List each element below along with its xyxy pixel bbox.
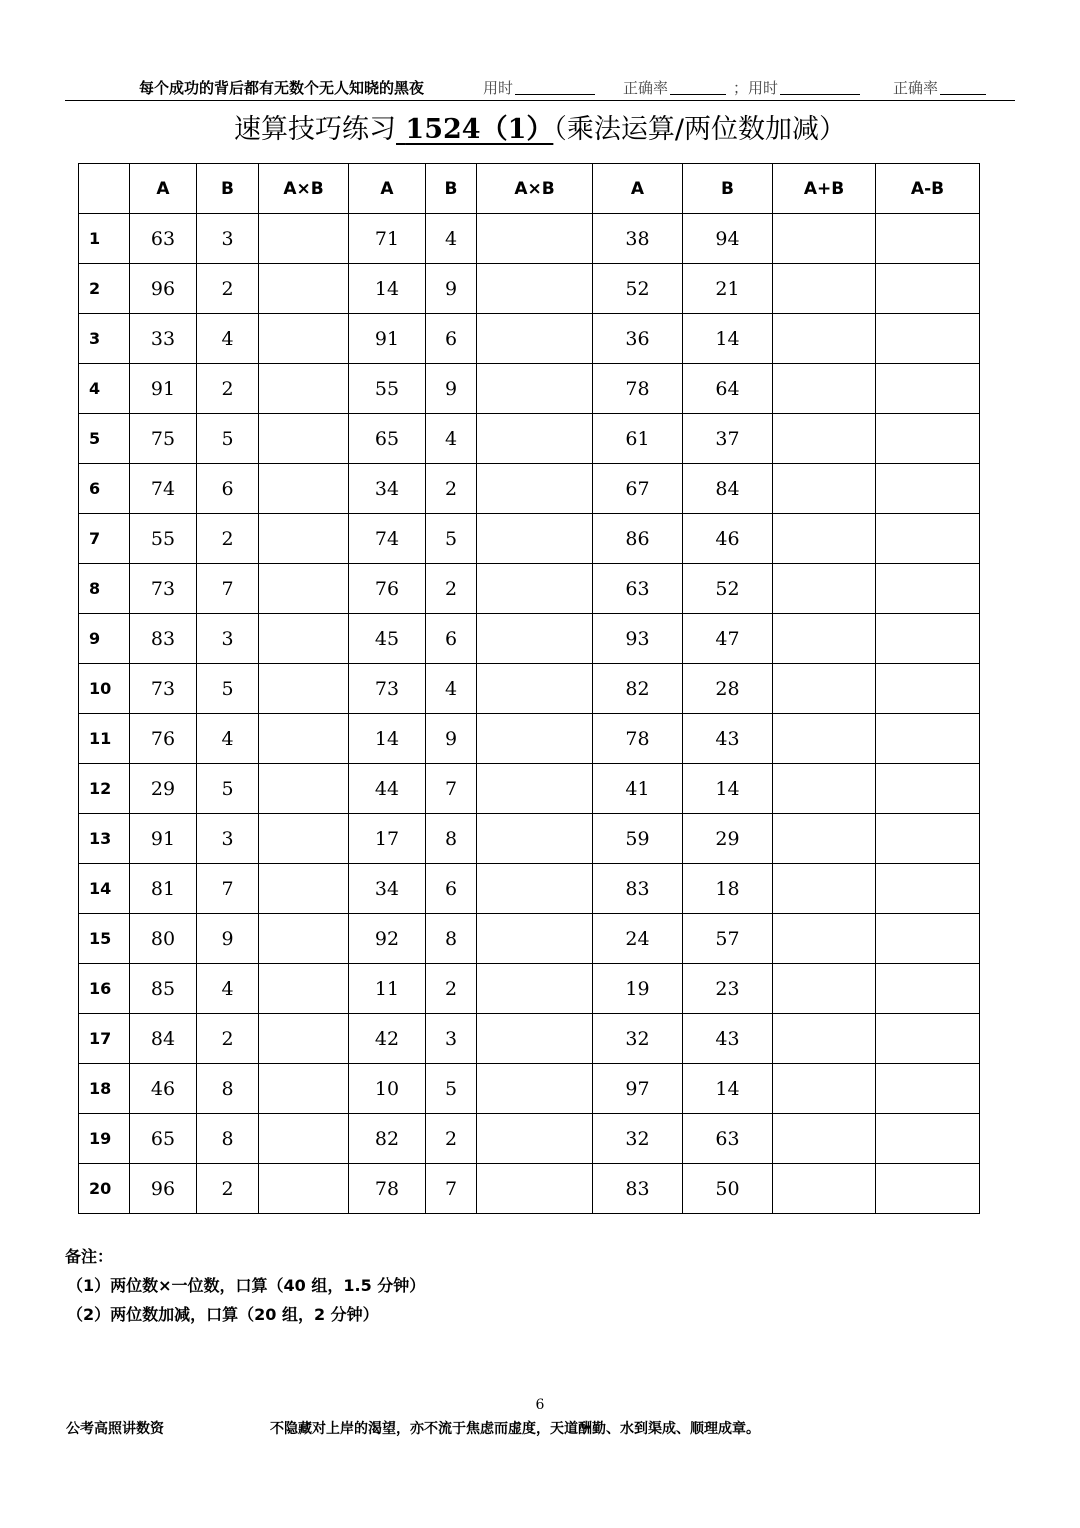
- cell-b: 23: [683, 964, 773, 1014]
- table-header-row: [79, 164, 980, 214]
- cell-b: 2: [426, 964, 477, 1014]
- answer-product[interactable]: [259, 1014, 349, 1064]
- cell-b: 3: [197, 814, 259, 864]
- title-prefix: 速算技巧练习: [234, 114, 397, 145]
- answer-difference[interactable]: [876, 814, 980, 864]
- cell-b: 5: [197, 764, 259, 814]
- row-number: 17: [79, 1014, 130, 1064]
- accuracy-label-2: 正确率: [893, 79, 939, 97]
- title-suffix: （乘法运算/两位数加减）: [553, 114, 846, 145]
- answer-product[interactable]: [259, 814, 349, 864]
- table-row: [79, 714, 980, 764]
- cell-a: 97: [593, 1064, 683, 1114]
- cell-a: 71: [349, 214, 426, 264]
- answer-difference[interactable]: [876, 564, 980, 614]
- answer-sum[interactable]: [773, 514, 876, 564]
- cell-b: 14: [683, 1064, 773, 1114]
- cell-a: 32: [593, 1014, 683, 1064]
- cell-a: 74: [130, 464, 197, 514]
- row-number: 11: [79, 714, 130, 764]
- accuracy-label-1: 正确率: [623, 79, 669, 97]
- answer-product[interactable]: [259, 414, 349, 464]
- cell-a: 17: [349, 814, 426, 864]
- answer-difference[interactable]: [876, 364, 980, 414]
- cell-b: 2: [197, 1014, 259, 1064]
- cell-a: 33: [130, 314, 197, 364]
- footer-right: 不隐藏对上岸的渴望，亦不流于焦虑而虚度，天道酬勤、水到渠成、顺理成章。: [270, 1421, 760, 1437]
- row-number: 19: [79, 1114, 130, 1164]
- answer-product[interactable]: [259, 564, 349, 614]
- cell-b: 6: [426, 614, 477, 664]
- cell-b: 3: [426, 1014, 477, 1064]
- answer-sum[interactable]: [773, 564, 876, 614]
- table-row: [79, 1164, 980, 1214]
- column-header: A: [349, 164, 426, 214]
- row-number: 8: [79, 564, 130, 614]
- cell-b: 43: [683, 1014, 773, 1064]
- time-blank-2[interactable]: [780, 78, 860, 95]
- table-row: [79, 764, 980, 814]
- answer-sum[interactable]: [773, 264, 876, 314]
- cell-b: 43: [683, 714, 773, 764]
- answer-product[interactable]: [259, 314, 349, 364]
- cell-a: 96: [130, 264, 197, 314]
- answer-product[interactable]: [477, 564, 593, 614]
- cell-a: 73: [130, 564, 197, 614]
- time-blank-1[interactable]: [515, 78, 595, 95]
- cell-a: 34: [349, 464, 426, 514]
- cell-a: 38: [593, 214, 683, 264]
- table-row: [79, 1064, 980, 1114]
- column-header: A: [593, 164, 683, 214]
- answer-sum[interactable]: [773, 914, 876, 964]
- cell-b: 2: [426, 1114, 477, 1164]
- cell-a: 78: [593, 364, 683, 414]
- answer-product[interactable]: [259, 764, 349, 814]
- cell-b: 84: [683, 464, 773, 514]
- cell-a: 91: [349, 314, 426, 364]
- cell-b: 8: [426, 914, 477, 964]
- answer-product[interactable]: [259, 1114, 349, 1164]
- cell-a: 19: [593, 964, 683, 1014]
- answer-product[interactable]: [477, 414, 593, 464]
- cell-b: 8: [426, 814, 477, 864]
- row-number: 16: [79, 964, 130, 1014]
- cell-a: 34: [349, 864, 426, 914]
- time-label-1: 用时: [483, 79, 514, 97]
- cell-a: 78: [593, 714, 683, 764]
- cell-a: 92: [349, 914, 426, 964]
- row-number: 12: [79, 764, 130, 814]
- answer-product[interactable]: [477, 614, 593, 664]
- answer-difference[interactable]: [876, 714, 980, 764]
- answer-difference[interactable]: [876, 664, 980, 714]
- cell-b: 6: [426, 864, 477, 914]
- table-row: [79, 1014, 980, 1064]
- answer-product[interactable]: [477, 814, 593, 864]
- answer-difference[interactable]: [876, 264, 980, 314]
- cell-a: 82: [593, 664, 683, 714]
- table-row: [79, 664, 980, 714]
- cell-a: 86: [593, 514, 683, 564]
- table-row: [79, 364, 980, 414]
- answer-difference[interactable]: [876, 514, 980, 564]
- cell-b: 28: [683, 664, 773, 714]
- answer-sum[interactable]: [773, 464, 876, 514]
- column-header: A: [130, 164, 197, 214]
- cell-b: 5: [426, 514, 477, 564]
- answer-difference[interactable]: [876, 414, 980, 464]
- answer-product[interactable]: [477, 714, 593, 764]
- answer-product[interactable]: [259, 514, 349, 564]
- answer-product[interactable]: [259, 614, 349, 664]
- title-number: [396, 114, 553, 145]
- cell-b: 29: [683, 814, 773, 864]
- cell-a: 59: [593, 814, 683, 864]
- answer-product[interactable]: [477, 264, 593, 314]
- row-number: 4: [79, 364, 130, 414]
- row-number: 1: [79, 214, 130, 264]
- cell-a: 82: [349, 1114, 426, 1164]
- cell-a: 41: [593, 764, 683, 814]
- footer-left: 公考高照讲数资: [66, 1421, 164, 1437]
- answer-difference[interactable]: [876, 1164, 980, 1214]
- cell-a: 83: [593, 864, 683, 914]
- table-row: [79, 914, 980, 964]
- column-header: B: [426, 164, 477, 214]
- cell-a: 42: [349, 1014, 426, 1064]
- cell-b: 9: [426, 264, 477, 314]
- answer-sum[interactable]: [773, 614, 876, 664]
- answer-difference[interactable]: [876, 614, 980, 664]
- answer-difference[interactable]: [876, 764, 980, 814]
- cell-b: 4: [426, 414, 477, 464]
- answer-difference[interactable]: [876, 1114, 980, 1164]
- answer-product[interactable]: [259, 364, 349, 414]
- cell-b: 9: [197, 914, 259, 964]
- answer-difference[interactable]: [876, 914, 980, 964]
- row-number: 15: [79, 914, 130, 964]
- cell-a: 55: [349, 364, 426, 414]
- answer-product[interactable]: [477, 764, 593, 814]
- time-field-2: [733, 76, 860, 100]
- table-row: [79, 814, 980, 864]
- cell-a: 63: [130, 214, 197, 264]
- cell-b: 14: [683, 764, 773, 814]
- table-row: [79, 564, 980, 614]
- row-number: 3: [79, 314, 130, 364]
- answer-product[interactable]: [259, 714, 349, 764]
- cell-b: 2: [426, 464, 477, 514]
- page-number: 6: [535, 1397, 545, 1413]
- column-header: A-B: [876, 164, 980, 214]
- answer-difference[interactable]: [876, 314, 980, 364]
- cell-a: 67: [593, 464, 683, 514]
- row-number: 6: [79, 464, 130, 514]
- answer-sum[interactable]: [773, 364, 876, 414]
- cell-a: 29: [130, 764, 197, 814]
- cell-b: 4: [197, 714, 259, 764]
- cell-b: 5: [197, 664, 259, 714]
- cell-a: 32: [593, 1114, 683, 1164]
- answer-product[interactable]: [259, 964, 349, 1014]
- answer-sum[interactable]: [773, 414, 876, 464]
- accuracy-field-2: [893, 76, 986, 100]
- answer-sum[interactable]: [773, 1014, 876, 1064]
- answer-product[interactable]: [477, 364, 593, 414]
- header-motto: 每个成功的背后都有无数个无人知晓的黑夜: [139, 79, 425, 97]
- cell-a: 78: [349, 1164, 426, 1214]
- answer-sum[interactable]: [773, 1114, 876, 1164]
- cell-b: 4: [426, 214, 477, 264]
- cell-b: 21: [683, 264, 773, 314]
- cell-b: 2: [197, 364, 259, 414]
- answer-product[interactable]: [259, 914, 349, 964]
- row-number: 9: [79, 614, 130, 664]
- cell-a: 73: [130, 664, 197, 714]
- table-row: [79, 864, 980, 914]
- cell-b: 2: [197, 1164, 259, 1214]
- cell-a: 75: [130, 414, 197, 464]
- column-header: A+B: [773, 164, 876, 214]
- row-number: 10: [79, 664, 130, 714]
- cell-b: 63: [683, 1114, 773, 1164]
- notes-line-2: （2）两位数加减，口算（20 组，2 分钟）: [67, 1305, 379, 1324]
- cell-a: 46: [130, 1064, 197, 1114]
- cell-b: 4: [197, 964, 259, 1014]
- cell-b: 94: [683, 214, 773, 264]
- answer-sum[interactable]: [773, 664, 876, 714]
- table-row: [79, 964, 980, 1014]
- cell-b: 2: [197, 264, 259, 314]
- answer-product[interactable]: [259, 214, 349, 264]
- cell-b: 47: [683, 614, 773, 664]
- answer-sum[interactable]: [773, 714, 876, 764]
- answer-product[interactable]: [477, 664, 593, 714]
- table-row: [79, 214, 980, 264]
- page-title: [0, 110, 1080, 150]
- answer-difference[interactable]: [876, 964, 980, 1014]
- cell-b: 3: [197, 214, 259, 264]
- cell-a: 74: [349, 514, 426, 564]
- column-header: A×B: [259, 164, 349, 214]
- answer-difference[interactable]: [876, 464, 980, 514]
- answer-product[interactable]: [259, 264, 349, 314]
- answer-difference[interactable]: [876, 1014, 980, 1064]
- cell-a: 36: [593, 314, 683, 364]
- answer-product[interactable]: [259, 1064, 349, 1114]
- cell-a: 65: [349, 414, 426, 464]
- row-number: 14: [79, 864, 130, 914]
- answer-sum[interactable]: [773, 214, 876, 264]
- column-header: B: [197, 164, 259, 214]
- table-row: [79, 414, 980, 464]
- column-header: A×B: [477, 164, 593, 214]
- answer-product[interactable]: [259, 464, 349, 514]
- answer-product[interactable]: [477, 1064, 593, 1114]
- cell-b: 4: [197, 314, 259, 364]
- cell-a: 80: [130, 914, 197, 964]
- column-header: [79, 164, 130, 214]
- answer-sum[interactable]: [773, 314, 876, 364]
- answer-product[interactable]: [259, 864, 349, 914]
- table-row: [79, 264, 980, 314]
- answer-product[interactable]: [259, 1164, 349, 1214]
- cell-b: 7: [197, 564, 259, 614]
- cell-a: 73: [349, 664, 426, 714]
- answer-product[interactable]: [477, 964, 593, 1014]
- cell-a: 76: [349, 564, 426, 614]
- accuracy-blank-1[interactable]: [670, 78, 726, 95]
- cell-a: 14: [349, 714, 426, 764]
- cell-a: 83: [130, 614, 197, 664]
- table-row: [79, 614, 980, 664]
- answer-sum[interactable]: [773, 864, 876, 914]
- answer-product[interactable]: [477, 864, 593, 914]
- cell-b: 5: [197, 414, 259, 464]
- answer-sum[interactable]: [773, 1064, 876, 1114]
- practice-table: [78, 163, 980, 1214]
- answer-product[interactable]: [477, 464, 593, 514]
- table-row: [79, 464, 980, 514]
- answer-product[interactable]: [477, 514, 593, 564]
- cell-b: 9: [426, 364, 477, 414]
- column-header: B: [683, 164, 773, 214]
- cell-b: 2: [197, 514, 259, 564]
- answer-sum[interactable]: [773, 964, 876, 1014]
- cell-a: 24: [593, 914, 683, 964]
- cell-a: 14: [349, 264, 426, 314]
- cell-a: 63: [593, 564, 683, 614]
- cell-b: 2: [426, 564, 477, 614]
- cell-a: 65: [130, 1114, 197, 1164]
- cell-a: 83: [593, 1164, 683, 1214]
- answer-product[interactable]: [477, 314, 593, 364]
- cell-b: 37: [683, 414, 773, 464]
- answer-difference[interactable]: [876, 864, 980, 914]
- row-number: 5: [79, 414, 130, 464]
- answer-product[interactable]: [477, 1164, 593, 1214]
- cell-b: 50: [683, 1164, 773, 1214]
- time-field-1: [483, 76, 595, 100]
- cell-a: 55: [130, 514, 197, 564]
- cell-a: 84: [130, 1014, 197, 1064]
- cell-b: 7: [426, 1164, 477, 1214]
- cell-a: 76: [130, 714, 197, 764]
- row-number: 13: [79, 814, 130, 864]
- cell-a: 81: [130, 864, 197, 914]
- answer-product[interactable]: [259, 664, 349, 714]
- cell-a: 45: [349, 614, 426, 664]
- cell-b: 4: [426, 664, 477, 714]
- cell-a: 11: [349, 964, 426, 1014]
- cell-b: 7: [197, 864, 259, 914]
- cell-b: 3: [197, 614, 259, 664]
- answer-product[interactable]: [477, 914, 593, 964]
- cell-b: 9: [426, 714, 477, 764]
- row-number: 2: [79, 264, 130, 314]
- table-row: [79, 514, 980, 564]
- notes-heading: 备注：: [65, 1247, 114, 1266]
- cell-b: 8: [197, 1064, 259, 1114]
- cell-b: 7: [426, 764, 477, 814]
- accuracy-blank-2[interactable]: [940, 78, 986, 95]
- notes-line-1: （1）两位数×一位数，口算（40 组，1.5 分钟）: [67, 1276, 426, 1295]
- page-header: [65, 76, 1015, 101]
- cell-b: 52: [683, 564, 773, 614]
- row-number: 7: [79, 514, 130, 564]
- cell-b: 57: [683, 914, 773, 964]
- cell-b: 6: [426, 314, 477, 364]
- answer-difference[interactable]: [876, 1064, 980, 1114]
- cell-a: 91: [130, 814, 197, 864]
- row-number: 20: [79, 1164, 130, 1214]
- cell-a: 61: [593, 414, 683, 464]
- cell-a: 93: [593, 614, 683, 664]
- cell-b: 14: [683, 314, 773, 364]
- cell-a: 52: [593, 264, 683, 314]
- answer-difference[interactable]: [876, 214, 980, 264]
- table-row: [79, 314, 980, 364]
- cell-a: 91: [130, 364, 197, 414]
- cell-a: 85: [130, 964, 197, 1014]
- cell-b: 5: [426, 1064, 477, 1114]
- accuracy-field-1: [623, 76, 726, 100]
- cell-b: 64: [683, 364, 773, 414]
- cell-b: 18: [683, 864, 773, 914]
- answer-sum[interactable]: [773, 1164, 876, 1214]
- cell-a: 44: [349, 764, 426, 814]
- answer-product[interactable]: [477, 214, 593, 264]
- answer-product[interactable]: [477, 1014, 593, 1064]
- row-number: 18: [79, 1064, 130, 1114]
- answer-sum[interactable]: [773, 764, 876, 814]
- notes-section: [65, 1242, 425, 1329]
- answer-product[interactable]: [477, 1114, 593, 1164]
- cell-a: 96: [130, 1164, 197, 1214]
- time-label-2: ；用时: [733, 79, 779, 97]
- cell-b: 8: [197, 1114, 259, 1164]
- answer-sum[interactable]: [773, 814, 876, 864]
- cell-a: 10: [349, 1064, 426, 1114]
- cell-b: 46: [683, 514, 773, 564]
- cell-b: 6: [197, 464, 259, 514]
- table-row: [79, 1114, 980, 1164]
- title-number-text: 1524（1）: [405, 114, 554, 145]
